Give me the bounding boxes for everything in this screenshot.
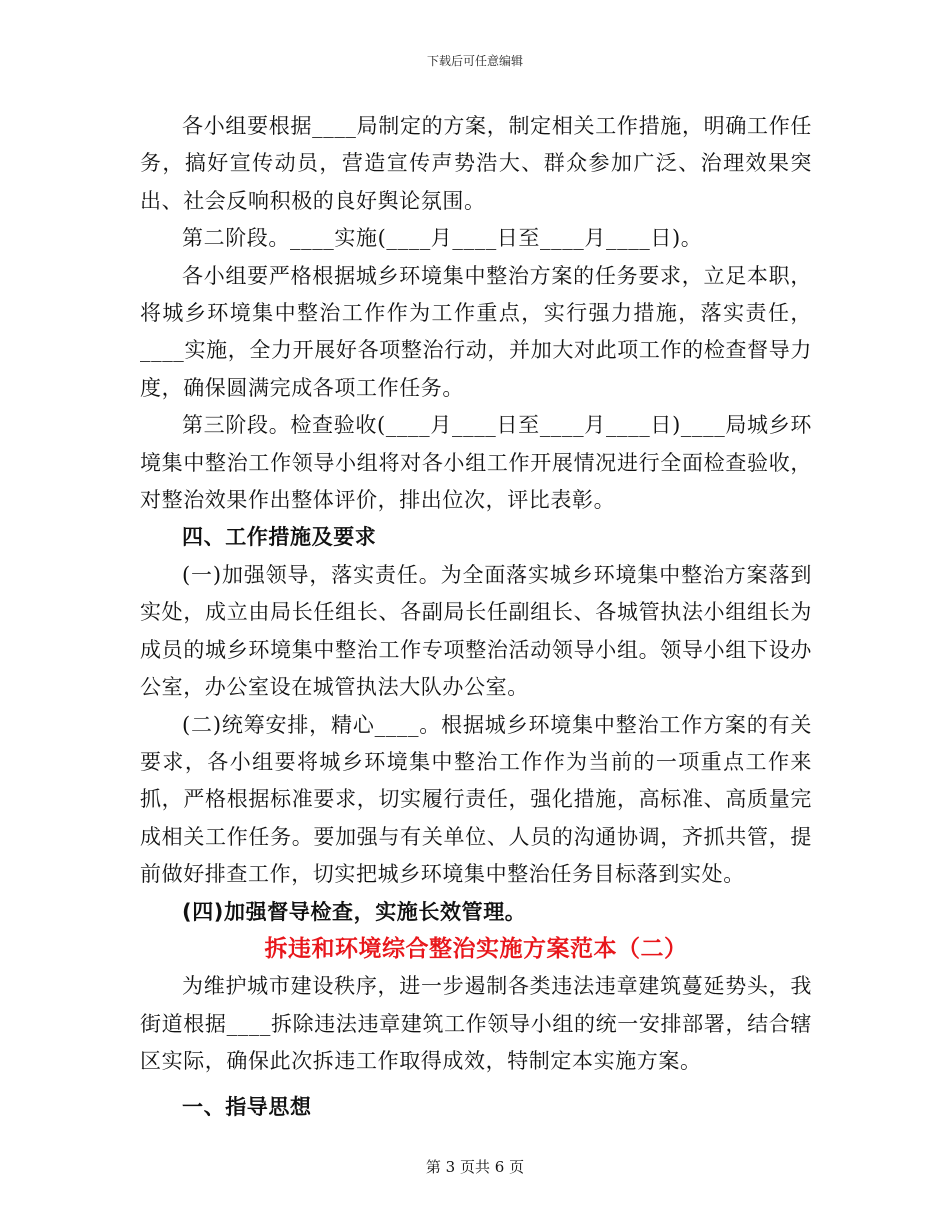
document-body [140,108,812,1126]
paragraph-stage-3: 第三阶段。检查验收(____月____日至____月____日)____局城乡环境集中整治工作领导小组将对各小组工作开展情况进行全面检查验收，对整治效果作出整体评价，排出位次，评比表彰。 [140,413,812,513]
page-header: 下载后可任意编辑 [426,54,523,68]
intro-paragraph: 为维护城市建设秩序，进一步遏制各类违法违章建筑蔓延势头，我街道根据____拆除违法违章建筑工作领导小组的统一安排部署，结合辖区实际，确保此次拆违工作取得成效，特制定本实施方案。 [140,974,812,1074]
paragraph-stage-2: 第二阶段。____实施(____月____日至____月____日)。 [182,226,703,251]
subsection-heading: (四)加强督导检查，实施长效管理。 [182,899,527,924]
section-heading-1: 一、指导思想 [182,1094,312,1119]
section-heading-4: 四、工作措施及要求 [182,525,377,550]
page-footer: 第 3 页共 6 页 [425,1158,525,1176]
document-title: 拆违和环境综合整治实施方案范本（二） [264,935,688,962]
paragraph: (二)统筹安排，精心____。根据城乡环境集中整治工作方案的有关要求，各小组要将城乡环境集中整治工作作为当前的一项重点工作来抓，严格根据标准要求，切实履行责任，强化措施，高标准、高质量完成相关工作任务。要加强与有关单位、人员的沟通协调，齐抓共管，提前做好排查工作，切实把城乡环境集中整治任务目标落到实处。 [140,712,812,887]
paragraph: 各小组要根据____局制定的方案，制定相关工作措施，明确工作任务，搞好宣传动员，营造宣传声势浩大、群众参加广泛、治理效果突出、社会反响积极的良好舆论氛围。 [140,114,812,213]
paragraph: 各小组要严格根据城乡环境集中整治方案的任务要求，立足本职，将城乡环境集中整治工作作为工作重点，实行强力措施，落实责任，____实施，全力开展好各项整治行动，并加大对此项工作的检查督导力度，确保圆满完成各项工作任务。 [140,263,812,400]
paragraph: (一)加强领导，落实责任。为全面落实城乡环境集中整治方案落到实处，成立由局长任组长、各副局长任副组长、各城管执法小组组长为成员的城乡环境集中整治工作专项整治活动领导小组。领导小组下设办公室，办公室设在城管执法大队办公室。 [140,562,812,700]
